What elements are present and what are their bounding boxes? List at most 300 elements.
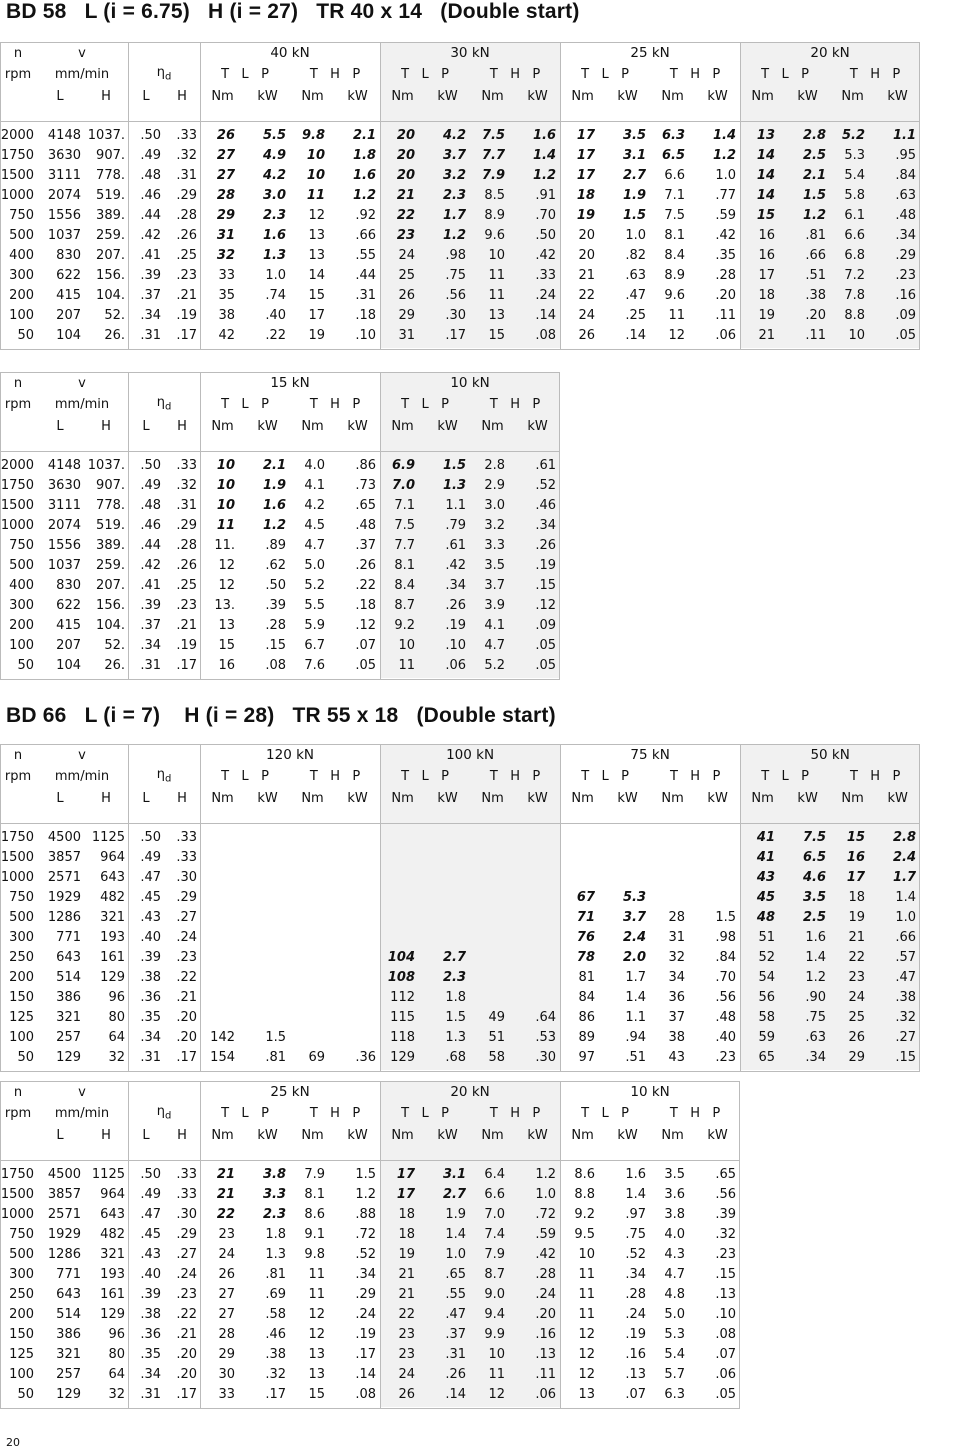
- table-row: [0, 1205, 740, 1225]
- table-cell: .27: [176, 1247, 197, 1262]
- table-cell: 78: [576, 950, 595, 965]
- table-row: [0, 596, 560, 616]
- table-cell: .57: [895, 950, 916, 965]
- table-cell: 31: [216, 228, 235, 243]
- table-cell: .24: [176, 930, 197, 945]
- unit-kw: kW: [437, 418, 458, 434]
- table-cell: 5.4: [844, 168, 865, 183]
- unit-kw: kW: [347, 418, 368, 434]
- table-cell: 8.5: [484, 188, 505, 203]
- table-cell: 104: [56, 658, 81, 673]
- table-cell: 2571: [47, 1207, 81, 1222]
- table-cell: 22: [848, 950, 865, 965]
- table-cell: .21: [176, 990, 197, 1005]
- table-cell: .31: [445, 1347, 466, 1362]
- table-cell: .06: [535, 1387, 556, 1402]
- table-cell: 1.5: [265, 1030, 286, 1045]
- header-thp: T H P: [309, 1106, 361, 1122]
- table-cell: 5.5: [304, 598, 325, 613]
- table-row: [0, 186, 920, 206]
- table-cell: 100: [9, 308, 34, 323]
- table-cell: 38: [668, 1030, 685, 1045]
- table-cell: [425, 888, 470, 908]
- table-cell: 129: [56, 1387, 81, 1402]
- unit-kw: kW: [257, 790, 278, 806]
- table-cell: [515, 868, 560, 888]
- table-cell: 129: [390, 1050, 415, 1065]
- table-cell: 4500: [47, 1167, 81, 1182]
- table-cell: .70: [715, 970, 736, 985]
- table-cell: 389.: [96, 208, 125, 223]
- table-cell: 1500: [0, 498, 34, 513]
- table-cell: 1.8: [265, 1227, 286, 1242]
- table-cell: 4.2: [262, 168, 286, 183]
- table-cell: .25: [176, 248, 197, 263]
- table-cell: .26: [445, 1367, 466, 1382]
- table-cell: 86: [578, 1010, 595, 1025]
- table-cell: 1750: [0, 478, 34, 493]
- table-cell: .31: [140, 1050, 161, 1065]
- table-cell: .28: [715, 268, 736, 283]
- table-cell: 7.0: [484, 1207, 505, 1222]
- table-cell: 43: [756, 870, 775, 885]
- unit-nm: Nm: [841, 790, 864, 806]
- table-cell: 1500: [0, 850, 34, 865]
- table-cell: 6.5: [802, 850, 826, 865]
- table-cell: .21: [176, 288, 197, 303]
- table-cell: .31: [140, 328, 161, 343]
- table-cell: 3.8: [262, 1167, 286, 1182]
- table-cell: .42: [445, 558, 466, 573]
- header-L: L: [142, 1127, 150, 1143]
- table-cell: .44: [140, 538, 161, 553]
- table-cell: 33: [218, 1387, 235, 1402]
- table-cell: .50: [535, 228, 556, 243]
- table-cell: .07: [355, 638, 376, 653]
- table-cell: .31: [176, 168, 197, 183]
- table-cell: 41: [756, 850, 775, 865]
- unit-kw: kW: [797, 790, 818, 806]
- table-cell: .47: [140, 870, 161, 885]
- header-H: H: [177, 88, 187, 104]
- table-cell: 129: [100, 1307, 125, 1322]
- table-cell: [245, 948, 290, 968]
- load-header: 15 kN: [270, 375, 310, 391]
- table-cell: 15: [218, 638, 235, 653]
- column-divider: [200, 1081, 201, 1409]
- table-cell: 18: [576, 188, 595, 203]
- table-row: [0, 828, 920, 848]
- table-row: [0, 848, 920, 868]
- table-cell: .79: [445, 518, 466, 533]
- table-row: [0, 1285, 740, 1305]
- table-cell: .14: [535, 308, 556, 323]
- table-cell: 14: [756, 188, 775, 203]
- header-thp: T H P: [309, 67, 361, 83]
- unit-kw: kW: [707, 88, 728, 104]
- section-title: BD 66 L (i = 7) H (i = 28) TR 55 x 18 (Double start): [6, 704, 556, 727]
- table-cell: .29: [176, 518, 197, 533]
- table-cell: .86: [355, 458, 376, 473]
- table-cell: .22: [176, 1307, 197, 1322]
- table-cell: 23: [218, 1227, 235, 1242]
- table-cell: .12: [535, 598, 556, 613]
- table-cell: 32: [108, 1387, 125, 1402]
- table-cell: 4.7: [484, 638, 505, 653]
- table-cell: 38: [218, 308, 235, 323]
- table-cell: 125: [9, 1010, 34, 1025]
- table-cell: 13: [308, 1367, 325, 1382]
- column-divider: [128, 372, 129, 680]
- table-cell: 1037: [47, 558, 81, 573]
- table-cell: .19: [176, 308, 197, 323]
- table-cell: 5.2: [484, 658, 505, 673]
- table-cell: 415: [56, 618, 81, 633]
- table-row: [0, 556, 560, 576]
- table-cell: [200, 948, 245, 968]
- table-cell: .41: [140, 578, 161, 593]
- table-cell: 8.4: [664, 248, 685, 263]
- table-cell: 10: [578, 1247, 595, 1262]
- table-cell: .84: [715, 950, 736, 965]
- table-cell: 3111: [47, 168, 81, 183]
- table-cell: 1.9: [262, 478, 286, 493]
- table-cell: [425, 828, 470, 848]
- unit-kw: kW: [437, 1127, 458, 1143]
- table-cell: 200: [9, 970, 34, 985]
- table-cell: 519.: [96, 188, 125, 203]
- table-cell: .09: [535, 618, 556, 633]
- table-cell: .47: [140, 1207, 161, 1222]
- table-cell: [695, 888, 740, 908]
- table-cell: [245, 908, 290, 928]
- table-cell: 58: [758, 1010, 775, 1025]
- table-cell: 9.0: [484, 1287, 505, 1302]
- table-cell: 1.5: [445, 1010, 466, 1025]
- table-cell: 8.1: [664, 228, 685, 243]
- table-cell: 11: [308, 1267, 325, 1282]
- table-cell: 1929: [47, 890, 81, 905]
- header-n: n: [13, 748, 23, 763]
- table-cell: 9.8: [301, 128, 325, 143]
- unit-kw: kW: [617, 88, 638, 104]
- table-cell: 10: [398, 638, 415, 653]
- table-cell: .66: [895, 930, 916, 945]
- table-cell: .10: [445, 638, 466, 653]
- table-cell: 5.3: [844, 148, 865, 163]
- table-cell: .20: [176, 1347, 197, 1362]
- header-tlp: T L P: [761, 67, 809, 83]
- table-cell: 6.3: [664, 1387, 685, 1402]
- table-cell: 1.2: [802, 208, 826, 223]
- header-rpm: rpm: [4, 1106, 32, 1122]
- table-cell: 3.5: [622, 128, 646, 143]
- table-cell: 1.0: [445, 1247, 466, 1262]
- table-cell: 750: [9, 890, 34, 905]
- header-n: n: [13, 46, 23, 61]
- table-cell: .20: [176, 1010, 197, 1025]
- table-cell: 11: [488, 1367, 505, 1382]
- table-cell: .59: [715, 208, 736, 223]
- table-cell: 56: [758, 990, 775, 1005]
- table-row: [0, 1365, 740, 1385]
- table-cell: 4.0: [304, 458, 325, 473]
- table-row: [0, 1185, 740, 1205]
- table-cell: 2.3: [262, 208, 286, 223]
- table-cell: [470, 988, 515, 1008]
- table-cell: 4.7: [304, 538, 325, 553]
- column-divider: [128, 744, 129, 1072]
- unit-kw: kW: [437, 790, 458, 806]
- table-row: [0, 988, 920, 1008]
- eta-subscript: d: [164, 401, 172, 413]
- table-cell: 9.6: [484, 228, 505, 243]
- table-cell: 1.0: [895, 910, 916, 925]
- table-cell: .77: [715, 188, 736, 203]
- table-cell: 7.7: [394, 538, 415, 553]
- header-v: v: [78, 376, 86, 391]
- table-cell: .48: [715, 1010, 736, 1025]
- table-cell: 150: [9, 1327, 34, 1342]
- table-cell: 2.7: [442, 1187, 466, 1202]
- header-H: H: [177, 418, 187, 434]
- table-cell: .62: [265, 558, 286, 573]
- table-cell: 26: [398, 1387, 415, 1402]
- table-cell: 12: [668, 328, 685, 343]
- table-cell: .90: [805, 990, 826, 1005]
- table-cell: 13.: [214, 598, 235, 613]
- header-H: H: [101, 790, 111, 806]
- table-cell: .39: [140, 268, 161, 283]
- table-cell: 7.1: [664, 188, 685, 203]
- table-cell: 45: [756, 890, 775, 905]
- table-cell: 2.1: [262, 458, 286, 473]
- table-cell: 1.7: [892, 870, 916, 885]
- table-cell: .15: [535, 578, 556, 593]
- table-row: [0, 1385, 740, 1405]
- table-row: [0, 1245, 740, 1265]
- table-row: [0, 286, 920, 306]
- table-cell: .38: [140, 1307, 161, 1322]
- table-cell: 89: [578, 1030, 595, 1045]
- unit-nm: Nm: [301, 88, 324, 104]
- column-divider: [128, 42, 129, 350]
- table-cell: 7.2: [844, 268, 865, 283]
- table-cell: [695, 848, 740, 868]
- table-cell: .30: [176, 1207, 197, 1222]
- table-header: [0, 746, 920, 808]
- table-cell: 1.4: [805, 950, 826, 965]
- table-cell: [380, 848, 425, 868]
- table-cell: 1000: [0, 518, 34, 533]
- header-H: H: [101, 1127, 111, 1143]
- table-cell: 21: [398, 1267, 415, 1282]
- table-cell: 2.9: [484, 478, 505, 493]
- table-cell: 3.0: [484, 498, 505, 513]
- table-cell: .27: [176, 910, 197, 925]
- header-tlp: T L P: [221, 769, 269, 785]
- header-thp: T H P: [489, 397, 541, 413]
- table-cell: [335, 908, 380, 928]
- table-cell: .70: [535, 208, 556, 223]
- table-cell: 1037.: [87, 128, 125, 143]
- table-cell: .50: [265, 578, 286, 593]
- table-cell: 1.8: [445, 990, 466, 1005]
- table-cell: 643: [100, 1207, 125, 1222]
- table-cell: .31: [355, 288, 376, 303]
- unit-nm: Nm: [481, 88, 504, 104]
- table-cell: 24: [218, 1247, 235, 1262]
- table-cell: 24: [578, 308, 595, 323]
- table-cell: [290, 988, 335, 1008]
- table-cell: 15: [846, 830, 865, 845]
- table-cell: 1500: [0, 168, 34, 183]
- table-cell: .05: [535, 638, 556, 653]
- table-cell: 200: [9, 288, 34, 303]
- table-cell: 13: [308, 248, 325, 263]
- unit-kw: kW: [347, 88, 368, 104]
- table-cell: 21: [578, 268, 595, 283]
- table-cell: 18: [398, 1207, 415, 1222]
- table-cell: 34: [668, 970, 685, 985]
- table-cell: 28: [218, 1327, 235, 1342]
- table-cell: 4.2: [442, 128, 466, 143]
- column-divider: [200, 744, 201, 1072]
- table-cell: 386: [56, 990, 81, 1005]
- table-cell: 9.2: [574, 1207, 595, 1222]
- table-cell: 9.6: [664, 288, 685, 303]
- header-rpm: rpm: [4, 67, 32, 83]
- header-mmmin: mm/min: [54, 397, 110, 413]
- table-cell: 3.0: [262, 188, 286, 203]
- table-cell: 2571: [47, 870, 81, 885]
- table-cell: 321: [56, 1010, 81, 1025]
- table-cell: 15: [308, 288, 325, 303]
- table-cell: .26: [176, 228, 197, 243]
- table-cell: 29: [398, 308, 415, 323]
- table-cell: .25: [176, 578, 197, 593]
- table-cell: 3630: [47, 478, 81, 493]
- table-cell: [290, 828, 335, 848]
- table-cell: .48: [140, 498, 161, 513]
- unit-nm: Nm: [481, 790, 504, 806]
- table-cell: 1.4: [625, 990, 646, 1005]
- table-cell: .11: [535, 1367, 556, 1382]
- table-cell: 6.6: [844, 228, 865, 243]
- table-cell: 643: [56, 950, 81, 965]
- table-cell: 1556: [47, 538, 81, 553]
- table-cell: 6.8: [844, 248, 865, 263]
- table-cell: 10: [306, 168, 325, 183]
- table-cell: 51: [488, 1030, 505, 1045]
- unit-nm: Nm: [661, 88, 684, 104]
- table-cell: 778.: [96, 498, 125, 513]
- table-cell: .20: [535, 1307, 556, 1322]
- table-cell: [200, 828, 245, 848]
- table-cell: 1.4: [532, 148, 556, 163]
- table-cell: 1286: [47, 910, 81, 925]
- table-cell: 2000: [0, 128, 34, 143]
- unit-nm: Nm: [661, 790, 684, 806]
- table-cell: .17: [265, 1387, 286, 1402]
- table-cell: .33: [176, 1167, 197, 1182]
- table-cell: .98: [445, 248, 466, 263]
- table-cell: [695, 868, 740, 888]
- table-cell: 4.2: [304, 498, 325, 513]
- table-cell: .12: [355, 618, 376, 633]
- table-cell: 7.5: [664, 208, 685, 223]
- header-n: n: [13, 376, 23, 391]
- table-cell: 13: [218, 618, 235, 633]
- table-cell: 771: [56, 1267, 81, 1282]
- table-row: [0, 888, 920, 908]
- table-cell: 31: [398, 328, 415, 343]
- table-cell: .36: [140, 1327, 161, 1342]
- table-cell: .35: [715, 248, 736, 263]
- table-cell: 1.6: [352, 168, 376, 183]
- table-cell: 21: [848, 930, 865, 945]
- header-tlp: T L P: [581, 769, 630, 785]
- table-cell: [200, 968, 245, 988]
- table-cell: .38: [805, 288, 826, 303]
- table-cell: 96: [108, 990, 125, 1005]
- table-cell: 65: [758, 1050, 775, 1065]
- table-cell: 20: [578, 248, 595, 263]
- table-cell: 207.: [96, 578, 125, 593]
- header-thp: T H P: [309, 769, 361, 785]
- table-cell: 9.4: [484, 1307, 505, 1322]
- table-cell: 18: [758, 288, 775, 303]
- table-cell: 1750: [0, 830, 34, 845]
- table-cell: .66: [355, 228, 376, 243]
- table-cell: 23: [848, 970, 865, 985]
- table-cell: 13: [578, 1387, 595, 1402]
- table-cell: 7.5: [802, 830, 826, 845]
- table-cell: [290, 928, 335, 948]
- table-cell: .50: [140, 1167, 161, 1182]
- table-cell: .13: [625, 1367, 646, 1382]
- table-cell: 7.8: [844, 288, 865, 303]
- unit-nm: Nm: [391, 418, 414, 434]
- table-cell: 17: [308, 308, 325, 323]
- table-cell: 12: [578, 1327, 595, 1342]
- unit-kw: kW: [527, 88, 548, 104]
- table-cell: .32: [265, 1367, 286, 1382]
- header-thp: T H P: [489, 769, 541, 785]
- table-cell: 80: [108, 1347, 125, 1362]
- table-cell: .41: [140, 248, 161, 263]
- table-cell: .08: [715, 1327, 736, 1342]
- header-thp: T H P: [669, 67, 721, 83]
- table-cell: .20: [176, 1367, 197, 1382]
- unit-kw: kW: [257, 418, 278, 434]
- column-divider: [128, 1081, 129, 1409]
- table-cell: 4148: [47, 458, 81, 473]
- table-cell: 11: [308, 1287, 325, 1302]
- table-cell: 4.6: [802, 870, 826, 885]
- header-blank: [128, 374, 200, 393]
- table-row: [0, 516, 560, 536]
- load-header: 75 kN: [630, 747, 670, 763]
- table-cell: 259.: [96, 228, 125, 243]
- table-cell: 2000: [0, 458, 34, 473]
- table-cell: .56: [445, 288, 466, 303]
- table-cell: 9.5: [574, 1227, 595, 1242]
- table-cell: .45: [140, 890, 161, 905]
- table-cell: .08: [265, 658, 286, 673]
- header-thp: T H P: [849, 769, 901, 785]
- table-cell: 13: [488, 308, 505, 323]
